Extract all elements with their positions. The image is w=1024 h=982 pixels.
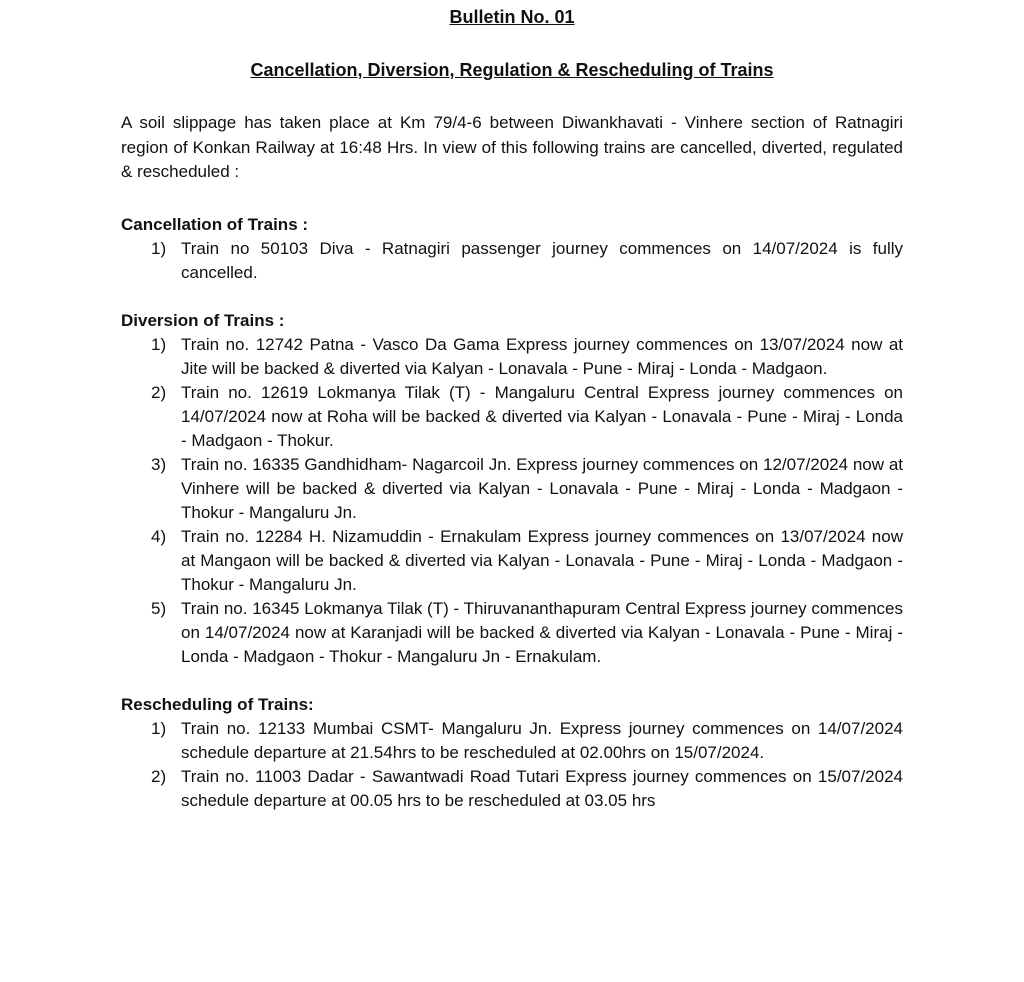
bulletin-page [121, 0, 903, 813]
item-number: 3) [151, 454, 167, 474]
list-item [121, 381, 903, 453]
item-text: Train no. 11003 Dadar - Sawantwadi Road Tutari Express journey commences on 15/07/2024 schedule departure at 00.05 hrs to be rescheduled at 03.05 hrs [181, 766, 903, 810]
item-text: Train no. 12284 H. Nizamuddin - Ernakulam Express journey commences on 13/07/2024 now at Mangaon will be backed & diverted via Kalyan - Lonavala - Pune - Miraj - Londa - Madgaon - Thokur - Mangaluru Jn. [181, 526, 903, 594]
list-item [121, 717, 903, 765]
list-item [121, 333, 903, 381]
list-item [121, 765, 903, 813]
cancellation-list [121, 237, 903, 285]
item-number: 2) [151, 766, 167, 786]
list-item [121, 453, 903, 525]
intro-paragraph: A soil slippage has taken place at Km 79/4-6 between Diwankhavati - Vinhere section of Ratnagiri region of Konkan Railway at 16:48 Hrs. In view of this following trains are cancelled, diverted, regulated & rescheduled : [121, 113, 903, 181]
cancellation-heading: Cancellation of Trains : [121, 214, 309, 234]
item-number: 1) [151, 718, 167, 738]
item-text: Train no. 12742 Patna - Vasco Da Gama Express journey commences on 13/07/2024 now at Jite will be backed & diverted via Kalyan - Lonavala - Pune - Miraj - Londa - Madgaon. [181, 334, 903, 378]
item-text: Train no. 16335 Gandhidham- Nagarcoil Jn. Express journey commences on 12/07/2024 now at Vinhere will be backed & diverted via Kalyan - Lonavala - Pune - Miraj - Londa - Madgaon - Thokur - Mangaluru Jn. [181, 454, 903, 522]
bulletin-subtitle: Cancellation, Diversion, Regulation & Rescheduling of Trains [250, 60, 774, 80]
rescheduling-list [121, 717, 903, 813]
list-item [121, 237, 903, 285]
list-item [121, 597, 903, 669]
item-text: Train no. 12133 Mumbai CSMT- Mangaluru Jn. Express journey commences on 14/07/2024 schedule departure at 21.54hrs to be rescheduled at 02.00hrs on 15/07/2024. [181, 718, 903, 762]
item-text: Train no. 12619 Lokmanya Tilak (T) - Mangaluru Central Express journey commences on 14/07/2024 now at Roha will be backed & diverted via Kalyan - Lonavala - Pune - Miraj - Londa - Madgaon - Thokur. [181, 382, 903, 450]
item-number: 2) [151, 382, 167, 402]
list-item [121, 525, 903, 597]
item-number: 1) [151, 334, 167, 354]
rescheduling-heading: Rescheduling of Trains: [121, 694, 314, 714]
item-number: 4) [151, 526, 167, 546]
diversion-list [121, 333, 903, 669]
item-text: Train no 50103 Diva - Ratnagiri passenger journey commences on 14/07/2024 is fully cancelled. [181, 238, 903, 282]
bulletin-title: Bulletin No. 01 [449, 7, 575, 27]
item-text: Train no. 16345 Lokmanya Tilak (T) - Thiruvananthapuram Central Express journey commences on 14/07/2024 now at Karanjadi will be backed & diverted via Kalyan - Lonavala - Pune - Miraj - Londa - Madgaon - Thokur - Mangaluru Jn - Ernakulam. [181, 598, 903, 666]
diversion-heading: Diversion of Trains : [121, 310, 285, 330]
item-number: 1) [151, 238, 167, 258]
item-number: 5) [151, 598, 167, 618]
